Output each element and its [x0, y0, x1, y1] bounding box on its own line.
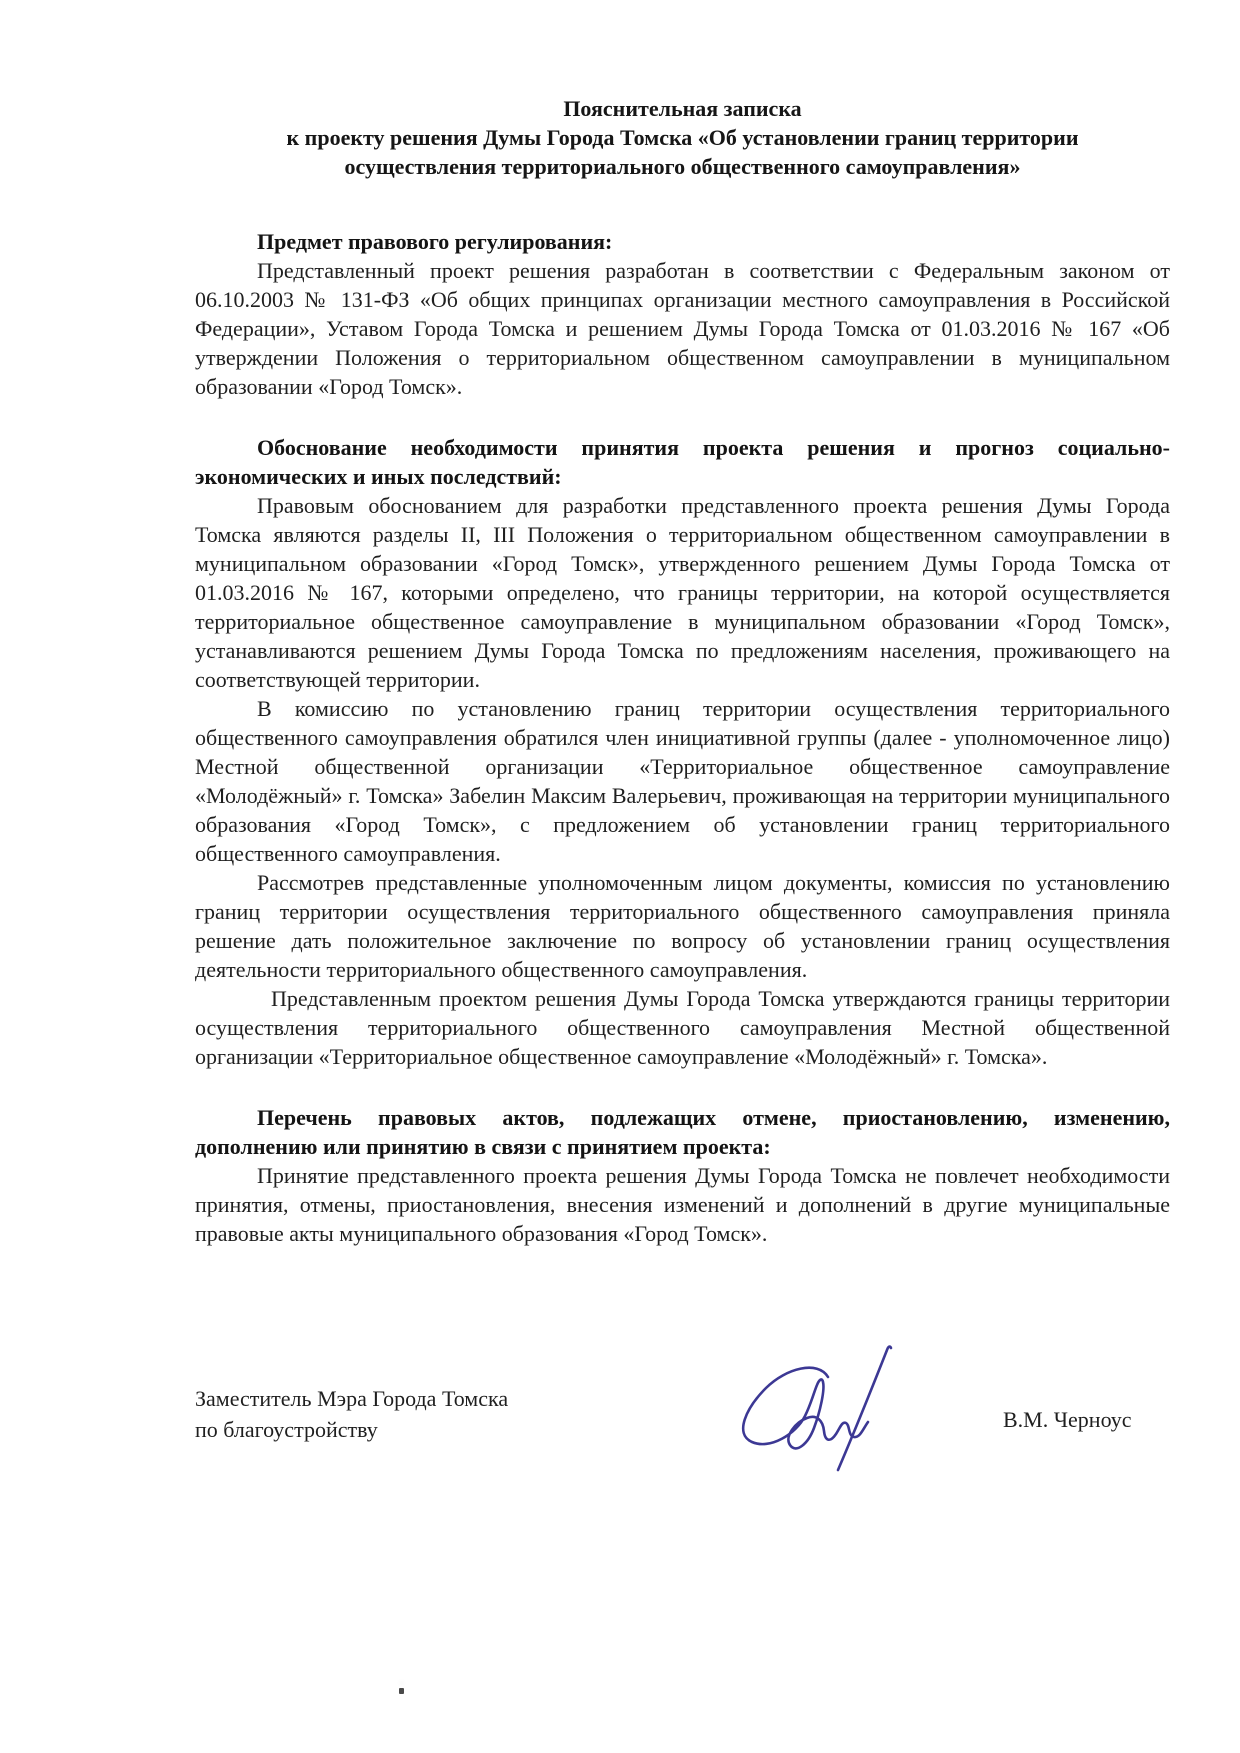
paragraph: Принятие представленного проекта решения Думы Города Томска не повлечет необходимости принятия, отмены, приостановления, внесения изменений и дополнений в другие муниципальные правовые акты муниципального образования «Город Томск».	[195, 1163, 1170, 1246]
paragraph: Представленным проектом решения Думы Города Томска утверждаются границы территории осуществления территориального общественного самоуправления Местной общественной организации «Территориальное общественное самоуправление «Молодёжный» г. Томска».	[195, 986, 1170, 1069]
signatory-name: В.М. Черноус	[1003, 1407, 1132, 1432]
section-justification	[195, 433, 1170, 1071]
paragraph: Представленный проект решения разработан в соответствии с Федеральным законом от 06.10.2003 № 131-ФЗ «Об общих принципах организации местного самоуправления в Российской Федерации», Уставом Города Томска и решением Думы Города Томска от 01.03.2016 № 167 «Об утверждении Положения о территориальном общественном самоуправлении в муниципальном образовании «Город Томск».	[195, 258, 1170, 399]
section-justification-heading: Обоснование необходимости принятия проекта решения и прогноз социально-экономических и иных последствий:	[195, 435, 1170, 489]
title-line-1: Пояснительная записка	[563, 96, 802, 121]
title-line-2: к проекту решения Думы Города Томска «Об установлении границ территории	[286, 125, 1079, 150]
signature-stroke-main	[743, 1368, 868, 1449]
paragraph: В комиссию по установлению границ территории осуществления территориального общественного самоуправления обратился член инициативной группы (далее - уполномоченное лицо) Местной общественной организации «Территориальное общественное самоуправление «Молодёжный» г. Томска» Забелин Максим Валерьевич, проживающая на территории муниципального образования «Город Томск», с предложением об установлении границ территориального общественного самоуправления.	[195, 696, 1170, 866]
document-title	[195, 94, 1170, 181]
signatory-position	[195, 1383, 508, 1445]
paragraph: Правовым обоснованием для разработки представленного проекта решения Думы Города Томска являются разделы II, III Положения о территориальном общественном самоуправлении в муниципальном образовании «Город Томск», утвержденного решением Думы Города Томска от 01.03.2016 № 167, которыми определено, что границы территории, на которой осуществляется территориальное общественное самоуправление в муниципальном образовании «Город Томск», устанавливаются решением Думы Города Томска по предложениям населения, проживающего на соответствующей территории.	[195, 493, 1170, 692]
section-subject-heading: Предмет правового регулирования:	[257, 229, 613, 254]
signatory-position-line-2: по благоустройству	[195, 1417, 378, 1442]
handwritten-signature-icon	[722, 1330, 922, 1480]
signature-stroke-flourish	[838, 1347, 891, 1470]
section-subject	[195, 227, 1170, 401]
paragraph: Рассмотрев представленные уполномоченным лицом документы, комиссия по установлению границ территории осуществления территориального общественного самоуправления приняла решение дать положительное заключение по вопросу об установлении границ осуществления деятельности территориального общественного самоуправления.	[195, 870, 1170, 982]
section-acts-list	[195, 1103, 1170, 1248]
title-line-3: осуществления территориального общественного самоуправления»	[344, 154, 1021, 179]
scan-artifact-dot	[399, 1688, 404, 1694]
section-acts-list-heading: Перечень правовых актов, подлежащих отмене, приостановлению, изменению, дополнению или принятию в связи с принятием проекта:	[195, 1105, 1170, 1159]
signatory-position-line-1: Заместитель Мэра Города Томска	[195, 1386, 509, 1411]
